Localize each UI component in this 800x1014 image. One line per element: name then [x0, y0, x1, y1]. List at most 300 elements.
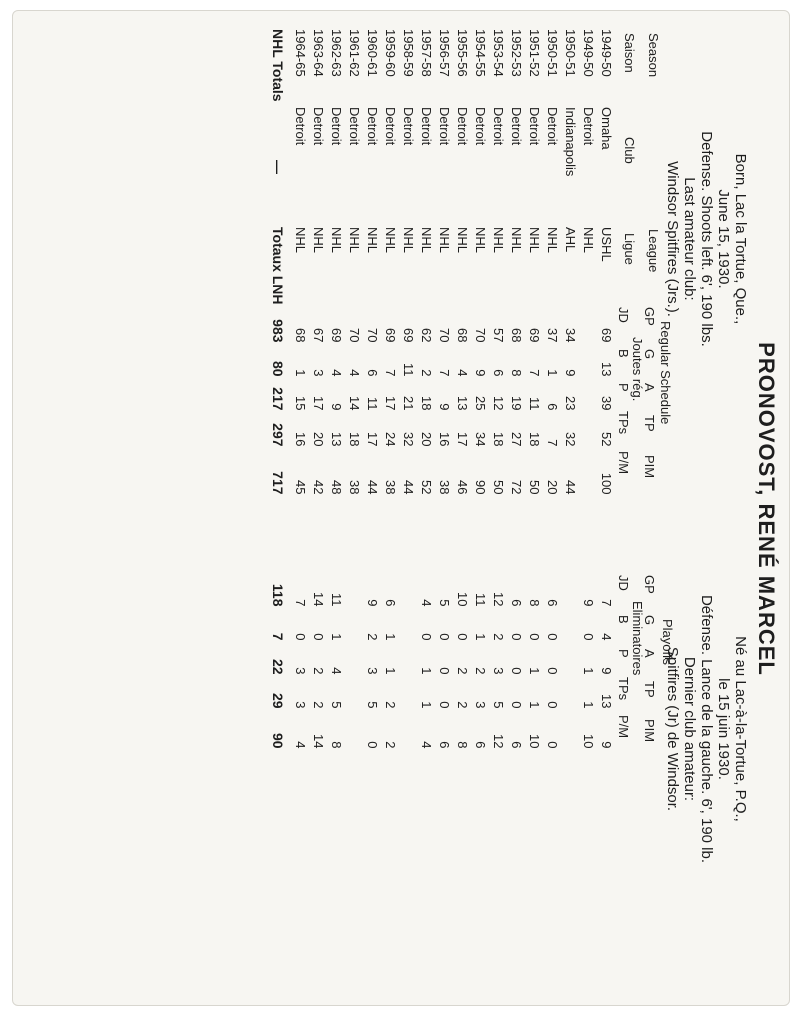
pim-cell: 20 [545, 480, 560, 495]
playoff-gp-cell: 11 [473, 593, 488, 607]
playoff-assists-cell: 2 [455, 667, 470, 675]
playoff-assists-cell: 0 [437, 667, 452, 675]
club-cell: Detroit [419, 107, 434, 146]
bio-line: Born, Lac la Tortue, Que., [732, 153, 749, 325]
season-cell: 1962-63 [329, 29, 344, 77]
club-cell: Detroit [527, 107, 542, 146]
stats-row [381, 29, 399, 749]
playoff-points-cell: 0 [509, 701, 524, 709]
pim-cell: 50 [491, 480, 506, 495]
playoff-points-cell: 5 [365, 701, 380, 709]
gp-cell: 57 [491, 328, 506, 343]
league-cell: AHL [563, 227, 578, 253]
club-cell: Detroit [473, 107, 488, 146]
goals-cell: 3 [311, 369, 326, 377]
header-playoff-gp: GP [642, 575, 657, 594]
assists-cell: 21 [401, 396, 416, 411]
header-tps: TPs [616, 411, 631, 435]
league-cell: NHL [311, 227, 326, 254]
pim-cell: 44 [401, 480, 416, 495]
club-cell: Detroit [509, 107, 524, 146]
playoff-assists-cell: 1 [581, 667, 596, 675]
goals-cell: 4 [329, 369, 344, 377]
playoff-assists-cell [561, 641, 579, 675]
playoff-pim-cell: 0 [545, 741, 560, 749]
season-cell: 1951-52 [527, 29, 542, 77]
club-cell: Detroit [293, 107, 308, 146]
header-playoff-p: P [616, 649, 631, 658]
header-playoff-pim: PIM [642, 719, 657, 743]
pim-cell: 48 [329, 480, 344, 495]
season-cell: 1959-60 [383, 29, 398, 77]
season-cell: 1960-61 [365, 29, 380, 77]
gp-cell: 34 [563, 328, 578, 343]
playoff-pim-cell: 8 [455, 741, 470, 749]
stats-row [435, 29, 453, 749]
totals-g: 80 [270, 360, 286, 377]
playoff-gp-cell: 12 [491, 592, 506, 607]
playoff-gp-cell: 8 [527, 599, 542, 607]
goals-cell: 7 [383, 369, 398, 377]
points-cell: 16 [293, 432, 308, 447]
playoff-pim-cell: 10 [581, 734, 596, 749]
header-a: A [642, 383, 657, 392]
stats-row [471, 29, 489, 749]
club-cell: Indianapolis [563, 107, 578, 177]
playoff-pim-cell: 4 [419, 741, 434, 749]
assists-cell: 12 [491, 396, 506, 411]
points-cell: 20 [311, 432, 326, 447]
playoff-assists-cell: 1 [419, 667, 434, 675]
pim-cell: 44 [365, 480, 380, 495]
totals-playoff-a: 22 [270, 658, 286, 675]
playoff-points-cell: 5 [329, 701, 344, 709]
stats-row [525, 29, 543, 749]
playoff-assists-cell: 4 [329, 667, 344, 675]
season-cell: 1963-64 [311, 29, 326, 77]
playoff-points-cell: 2 [311, 701, 326, 709]
playoff-assists-cell: 0 [545, 667, 560, 675]
assists-cell: 18 [419, 396, 434, 411]
stats-row [543, 29, 561, 749]
playoff-goals-cell: 0 [437, 633, 452, 641]
club-cell: Detroit [311, 107, 326, 146]
stats-row [399, 29, 417, 749]
header-jd: JD [616, 307, 631, 323]
pim-cell: 44 [563, 480, 578, 495]
totals-label: NHL Totals [270, 29, 286, 102]
assists-cell: 39 [599, 396, 614, 411]
header-playoff-b: B [616, 615, 631, 624]
header-playoffs: Playoffs [660, 619, 675, 666]
totals-row [269, 29, 291, 749]
playoff-assists-cell: 3 [491, 667, 506, 675]
playoff-pim-cell: 14 [311, 734, 326, 749]
points-cell: 32 [401, 432, 416, 447]
stats-row [507, 29, 525, 749]
playoff-goals-cell: 0 [581, 633, 596, 641]
stats-row [327, 29, 345, 749]
stats-row [453, 29, 471, 749]
pim-cell: 38 [383, 480, 398, 495]
assists-cell [579, 377, 597, 411]
points-cell: 18 [347, 432, 362, 447]
points-cell: 20 [419, 432, 434, 447]
header-ligue: Ligue [622, 233, 637, 265]
gp-cell: 68 [509, 328, 524, 343]
header-playoff-tps: TPs [616, 677, 631, 701]
playoff-assists-cell: 9 [599, 667, 614, 675]
goals-cell: 9 [473, 369, 488, 377]
bio-line: Né au Lac-à-la-Tortue, P.Q., [732, 636, 749, 822]
goals-cell: 6 [365, 369, 380, 377]
league-cell: NHL [491, 227, 506, 254]
playoff-goals-cell: 0 [545, 633, 560, 641]
playoff-assists-cell: 0 [509, 667, 524, 675]
bio-line: Dernier club amateur: [681, 656, 698, 802]
totals-gp: 983 [270, 319, 286, 343]
goals-cell: 11 [401, 363, 416, 377]
playoff-points-cell: 3 [293, 701, 308, 709]
totals-playoff-tp: 29 [270, 692, 286, 709]
goals-cell: 2 [419, 369, 434, 377]
league-cell: NHL [455, 227, 470, 254]
pim-cell: 52 [419, 480, 434, 495]
points-cell: 24 [383, 432, 398, 447]
season-cell: 1953-54 [491, 29, 506, 77]
pim-cell: 100 [599, 472, 614, 495]
totals-playoff-pim: 90 [270, 732, 286, 749]
playoff-goals-cell [345, 607, 363, 641]
playoff-goals-cell: 2 [491, 633, 506, 641]
playoff-assists-cell: 3 [365, 667, 380, 675]
playoff-goals-cell: 0 [293, 633, 308, 641]
header-eliminatoires: Eliminatoires [630, 601, 645, 676]
goals-cell [579, 343, 597, 377]
playoff-points-cell: 2 [383, 701, 398, 709]
playoff-gp-cell: 5 [437, 599, 452, 607]
pim-cell: 50 [527, 480, 542, 495]
playoff-assists-cell: 2 [473, 667, 488, 675]
league-cell: NHL [347, 227, 362, 254]
assists-cell: 17 [311, 396, 326, 411]
league-cell: NHL [419, 227, 434, 254]
league-cell: NHL [581, 227, 596, 254]
pim-cell: 38 [437, 480, 452, 495]
club-cell: Detroit [329, 107, 344, 146]
assists-cell: 15 [293, 396, 308, 411]
stats-table [269, 29, 615, 749]
assists-cell: 25 [473, 396, 488, 411]
header-saison: Saison [622, 33, 637, 73]
goals-cell: 1 [293, 369, 308, 377]
playoff-gp-cell: 4 [419, 599, 434, 607]
playoff-pim-cell: 12 [491, 734, 506, 749]
season-cell: 1954-55 [473, 29, 488, 77]
club-cell: Detroit [437, 107, 452, 146]
stats-row [417, 29, 435, 749]
totals-playoff-gp: 118 [270, 583, 286, 607]
playoff-goals-cell: 2 [365, 633, 380, 641]
playoff-pim-cell [345, 709, 363, 749]
club-cell: Detroit [491, 107, 506, 146]
header-g: G [642, 349, 657, 360]
playoff-gp-cell: 6 [545, 599, 560, 607]
stats-row [489, 29, 507, 749]
header-gp: GP [642, 307, 657, 326]
gp-cell: 37 [545, 328, 560, 343]
gp-cell: 62 [419, 328, 434, 343]
league-cell: NHL [383, 227, 398, 254]
club-cell: Detroit [581, 107, 596, 146]
season-cell: 1955-56 [455, 29, 470, 77]
goals-cell: 4 [455, 369, 470, 377]
trading-card-back [12, 10, 790, 1006]
bio-french [664, 579, 749, 879]
header-playoff-tp: TP [642, 681, 657, 698]
club-cell: Omaha [599, 107, 614, 150]
totals-playoff-g: 7 [270, 632, 286, 641]
league-cell: NHL [509, 227, 524, 254]
gp-cell [579, 305, 597, 343]
goals-cell: 4 [347, 369, 362, 377]
totals-dash: — [270, 160, 286, 174]
playoff-points-cell [399, 675, 417, 709]
points-cell: 34 [473, 432, 488, 447]
playoff-assists-cell [399, 641, 417, 675]
playoff-pim-cell [399, 709, 417, 749]
league-cell: NHL [365, 227, 380, 254]
pim-cell: 90 [473, 480, 488, 495]
playoff-assists-cell: 2 [311, 667, 326, 675]
points-cell: 32 [563, 432, 578, 447]
league-cell: NHL [473, 227, 488, 254]
header-playoff-jd: JD [616, 575, 631, 591]
gp-cell: 69 [383, 328, 398, 343]
totals-a: 217 [270, 387, 286, 411]
playoff-points-cell: 2 [455, 701, 470, 709]
goals-cell: 13 [599, 362, 614, 377]
points-cell: 27 [509, 432, 524, 447]
playoff-goals-cell: 0 [527, 633, 542, 641]
gp-cell: 69 [599, 328, 614, 343]
pim-cell: 72 [509, 480, 524, 495]
gp-cell: 68 [455, 328, 470, 343]
header-b: B [616, 349, 631, 358]
playoff-points-cell [345, 675, 363, 709]
playoff-gp-cell: 9 [581, 599, 596, 607]
playoff-goals-cell: 0 [311, 633, 326, 641]
gp-cell: 67 [311, 328, 326, 343]
playoff-points-cell: 13 [599, 694, 614, 709]
season-cell: 1958-59 [401, 29, 416, 77]
playoff-pim-cell: 8 [329, 741, 344, 749]
playoff-gp-cell: 9 [365, 599, 380, 607]
header-p: P [616, 383, 631, 392]
playoff-points-cell: 1 [419, 701, 434, 709]
playoff-points-cell: 3 [473, 701, 488, 709]
bio-line: June 15, 1930. [715, 189, 732, 289]
header-season: Season [646, 33, 661, 78]
player-name: PRONOVOST, RENÉ MARCEL [754, 342, 779, 676]
league-cell: NHL [293, 227, 308, 254]
playoff-points-cell: 0 [437, 701, 452, 709]
playoff-assists-cell: 3 [293, 667, 308, 675]
playoff-gp-cell: 6 [509, 599, 524, 607]
playoff-goals-cell [561, 607, 579, 641]
playoff-assists-cell: 1 [527, 667, 542, 675]
season-cell: 1949-50 [581, 29, 596, 77]
season-cell: 1964-65 [293, 29, 308, 77]
club-cell: Detroit [545, 107, 560, 146]
playoff-gp-cell [345, 495, 363, 607]
gp-cell: 69 [527, 328, 542, 343]
league-cell: USHL [599, 227, 614, 262]
playoff-pim-cell: 6 [473, 741, 488, 749]
gp-cell: 69 [329, 328, 344, 343]
points-cell: 13 [329, 432, 344, 447]
bio-english [664, 89, 749, 389]
points-cell: 17 [455, 432, 470, 447]
assists-cell: 11 [365, 397, 380, 411]
assists-cell: 11 [527, 397, 542, 411]
stats-row [597, 29, 615, 749]
playoff-gp-cell: 14 [311, 592, 326, 607]
playoff-gp-cell [561, 495, 579, 607]
bio-line: Windsor Spitfires (Jrs.). [664, 161, 681, 317]
goals-cell: 8 [509, 369, 524, 377]
rotated-print-area [23, 19, 783, 999]
league-cell: NHL [437, 227, 452, 254]
points-cell [579, 411, 597, 447]
playoff-goals-cell: 0 [455, 633, 470, 641]
playoff-gp-cell: 10 [455, 592, 470, 607]
playoff-points-cell: 1 [527, 701, 542, 709]
playoff-gp-cell: 7 [599, 599, 614, 607]
playoff-goals-cell: 0 [419, 633, 434, 641]
assists-cell: 9 [437, 403, 452, 411]
assists-cell: 6 [545, 403, 560, 411]
bio-line: Defense. Shoots left. 6', 190 lbs. [698, 131, 715, 347]
gp-cell: 69 [401, 328, 416, 343]
goals-cell: 1 [545, 369, 560, 377]
goals-cell: 7 [527, 369, 542, 377]
league-cell: NHL [329, 227, 344, 254]
stats-row [579, 29, 597, 749]
totals-label-fr: Totaux LNH [270, 227, 286, 305]
playoff-gp-cell [399, 495, 417, 607]
header-club: Club [622, 137, 637, 164]
season-cell: 1950-51 [545, 29, 560, 77]
points-cell: 18 [491, 432, 506, 447]
playoff-goals-cell: 1 [329, 633, 344, 641]
header-playoff-pm: P/M [616, 715, 631, 739]
playoff-goals-cell: 1 [383, 633, 398, 641]
pim-cell [579, 447, 597, 495]
club-cell: Detroit [383, 107, 398, 146]
playoff-pim-cell: 6 [509, 741, 524, 749]
playoff-assists-cell [345, 641, 363, 675]
league-cell: NHL [527, 227, 542, 254]
gp-cell: 70 [473, 328, 488, 343]
points-cell: 17 [365, 432, 380, 447]
gp-cell: 68 [293, 328, 308, 343]
club-cell: Detroit [347, 107, 362, 146]
assists-cell: 17 [383, 396, 398, 411]
assists-cell: 23 [563, 396, 578, 411]
header-league: League [646, 229, 661, 273]
stats-row [363, 29, 381, 749]
goals-cell: 7 [437, 369, 452, 377]
stats-row [309, 29, 327, 749]
season-cell: 1950-51 [563, 29, 578, 77]
stats-row [561, 29, 579, 749]
header-playoff-g: G [642, 615, 657, 626]
playoff-pim-cell: 2 [383, 741, 398, 749]
points-cell: 16 [437, 432, 452, 447]
pim-cell: 45 [293, 480, 308, 495]
playoff-assists-cell: 1 [383, 667, 398, 675]
header-tp: TP [642, 415, 657, 432]
playoff-pim-cell [561, 709, 579, 749]
playoff-pim-cell: 9 [599, 741, 614, 749]
totals-pim: 717 [270, 471, 286, 495]
season-cell: 1957-58 [419, 29, 434, 77]
playoff-points-cell: 0 [545, 701, 560, 709]
playoff-goals-cell: 0 [509, 633, 524, 641]
pim-cell: 46 [455, 480, 470, 495]
header-regular-schedule: Regular Schedule [658, 321, 673, 425]
season-cell: 1949-50 [599, 29, 614, 77]
assists-cell: 9 [329, 403, 344, 411]
stats-row [291, 29, 309, 749]
points-cell: 18 [527, 432, 542, 447]
club-cell: Detroit [455, 107, 470, 146]
header-pm: P/M [616, 451, 631, 475]
header-joutes-reg: Joutes rég. [630, 337, 645, 402]
assists-cell: 13 [455, 396, 470, 411]
season-cell: 1952-53 [509, 29, 524, 77]
playoff-points-cell [561, 675, 579, 709]
club-cell: Detroit [401, 107, 416, 146]
bio-line: Défense. Lance de la gauche. 6', 190 lb. [698, 594, 715, 864]
bio-line: le 15 juin 1930. [715, 678, 732, 780]
league-cell: NHL [545, 227, 560, 254]
gp-cell: 70 [437, 328, 452, 343]
points-cell: 7 [545, 439, 560, 447]
playoff-goals-cell: 4 [599, 633, 614, 641]
playoff-points-cell: 1 [581, 701, 596, 709]
assists-cell: 14 [347, 396, 362, 411]
playoff-pim-cell: 10 [527, 734, 542, 749]
header-playoff-a: A [642, 649, 657, 658]
header-pim: PIM [642, 455, 657, 479]
pim-cell: 42 [311, 480, 326, 495]
bio-line: Last amateur club: [681, 177, 698, 301]
gp-cell: 70 [347, 328, 362, 343]
playoff-gp-cell: 11 [329, 593, 344, 607]
season-cell: 1961-62 [347, 29, 362, 77]
season-cell: 1956-57 [437, 29, 452, 77]
pim-cell: 38 [347, 480, 362, 495]
club-cell: Detroit [365, 107, 380, 146]
points-cell: 52 [599, 432, 614, 447]
league-cell: NHL [401, 227, 416, 254]
bio-line: Spitfires (Jr) de Windsor. [664, 646, 681, 812]
gp-cell: 70 [365, 328, 380, 343]
playoff-gp-cell: 6 [383, 599, 398, 607]
stats-row [345, 29, 363, 749]
